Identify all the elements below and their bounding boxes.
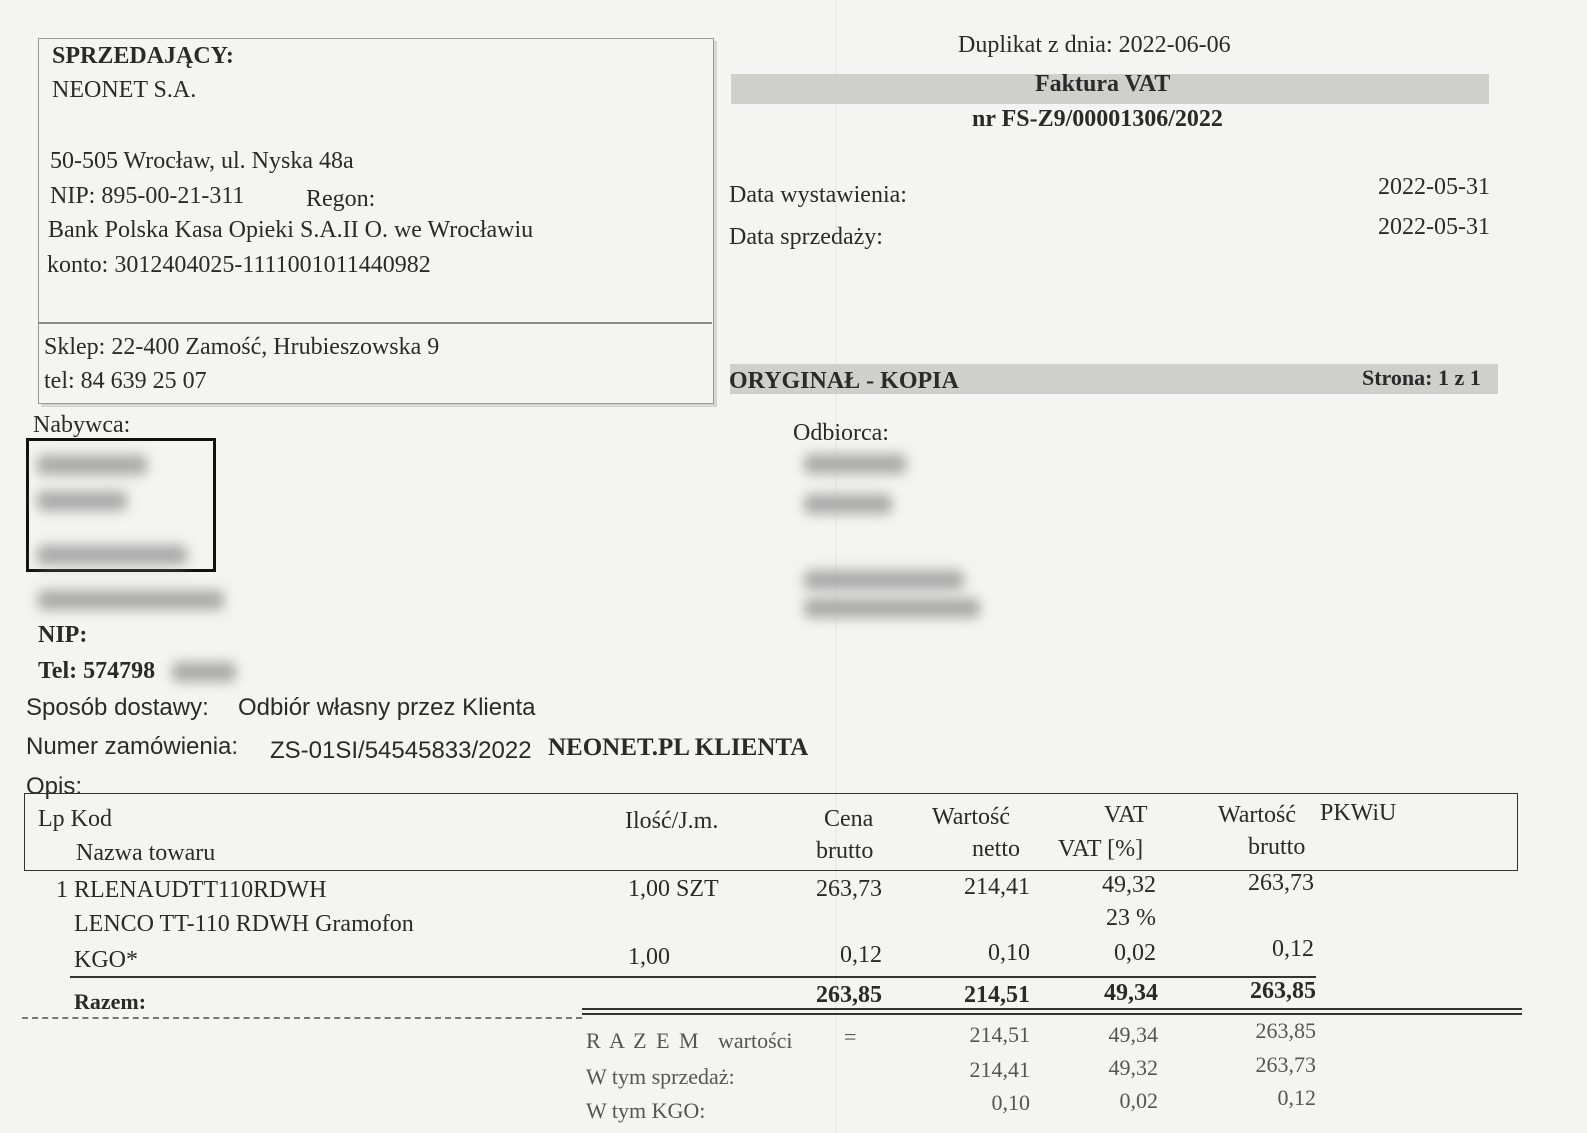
summary-kgo-gross: 0,12 (1277, 1085, 1316, 1110)
invoice-number: nr FS-Z9/00001306/2022 (972, 106, 1223, 132)
seller-shop: Sklep: 22-400 Zamość, Hrubieszowska 9 (44, 334, 440, 360)
kgo-vat: 0,02 (1114, 940, 1156, 966)
col-wartosc: Wartość (932, 804, 1011, 830)
seller-phone: tel: 84 639 25 07 (44, 368, 207, 394)
summary-wartosci: wartości (718, 1028, 793, 1053)
kgo-price: 0,12 (840, 942, 882, 968)
item-vat-rate: 23 % (1106, 905, 1156, 931)
buyer-redacted-box (26, 438, 216, 572)
seller-heading: SPRZEDAJĄCY: (52, 43, 234, 69)
seller-account: konto: 3012404025-1111001011440982 (47, 252, 431, 278)
recipient-label: Odbiorca: (793, 420, 889, 446)
summary-kgo-net: 0,10 (991, 1090, 1030, 1115)
delivery-value: Odbiór własny przez Klienta (238, 694, 536, 721)
col-nazwa: Nazwa towaru (76, 840, 216, 866)
item-price: 263,73 (816, 876, 882, 902)
item-code: 1 RLENAUDTT110RDWH (56, 877, 327, 903)
seller-regon: Regon: (306, 186, 376, 212)
total-top-rule (70, 976, 1316, 978)
col-lp-kod: Lp Kod (38, 806, 112, 832)
total-rule-2 (582, 1013, 1522, 1015)
col-vat: VAT (1104, 802, 1148, 828)
col-vat-rate: VAT [%] (1058, 836, 1144, 862)
issue-date-label: Data wystawienia: (729, 182, 907, 208)
redacted-line (37, 545, 187, 565)
item-gross: 263,73 (1248, 870, 1314, 896)
order-suffix: NEONET.PL KLIENTA (548, 734, 809, 761)
page-number: Strona: 1 z 1 (1362, 365, 1481, 390)
seller-nip: NIP: 895-00-21-311 (50, 183, 245, 209)
kgo-gross: 0,12 (1272, 936, 1314, 962)
invoice-title: Faktura VAT (1035, 71, 1171, 97)
kgo-net: 0,10 (988, 940, 1030, 966)
summary-kgo-vat: 0,02 (1119, 1088, 1158, 1113)
redacted-line (38, 590, 224, 610)
issue-date: 2022-05-31 (1378, 174, 1490, 200)
summary-sale-vat: 49,32 (1108, 1055, 1158, 1080)
summary-razem-gross: 263,85 (1255, 1018, 1316, 1043)
order-number: ZS-01SI/54545833/2022 (270, 737, 532, 764)
seller-divider (38, 322, 712, 324)
seller-name: NEONET S.A. (52, 77, 197, 103)
col-wartosc-brutto2: brutto (1248, 834, 1306, 860)
item-net: 214,41 (964, 874, 1030, 900)
redacted-line (172, 662, 236, 682)
seller-bank: Bank Polska Kasa Opieki S.A.II O. we Wrocławiu (48, 217, 534, 243)
redacted-line (37, 491, 127, 511)
col-ilosc: Ilość/J.m. (625, 808, 719, 834)
total-vat: 49,34 (1104, 980, 1158, 1006)
buyer-nip: NIP: (38, 622, 88, 648)
redacted-line (37, 455, 147, 475)
buyer-label: Nabywca: (33, 412, 131, 438)
redacted-line (804, 454, 906, 474)
summary-equals: = (844, 1024, 857, 1049)
item-qty: 1,00 SZT (628, 876, 719, 902)
summary-sale-gross: 263,73 (1255, 1052, 1316, 1077)
col-pkwiu: PKWiU (1320, 800, 1397, 826)
col-wartosc-brutto: Wartość (1218, 802, 1297, 828)
total-label: Razem: (74, 989, 147, 1014)
total-gross: 263,85 (1250, 978, 1316, 1004)
sale-date-label: Data sprzedaży: (729, 224, 883, 250)
delivery-label: Sposób dostawy: (26, 694, 209, 721)
col-wartosc-netto: netto (972, 836, 1020, 862)
summary-sale-net: 214,41 (969, 1057, 1030, 1082)
summary-razem-net: 214,51 (969, 1022, 1030, 1047)
redacted-line (804, 570, 964, 590)
sale-date: 2022-05-31 (1378, 214, 1490, 240)
summary-razem-label: R A Z E M (586, 1028, 701, 1053)
kgo-name: KGO* (74, 947, 138, 973)
summary-razem-vat: 49,34 (1108, 1022, 1158, 1047)
redacted-line (804, 494, 892, 514)
kgo-qty: 1,00 (628, 944, 670, 970)
duplicate-date: Duplikat z dnia: 2022-06-06 (958, 32, 1231, 58)
dashed-rule (22, 1017, 582, 1019)
item-name: LENCO TT-110 RDWH Gramofon (74, 911, 414, 937)
seller-address: 50-505 Wrocław, ul. Nyska 48a (50, 148, 354, 174)
col-cena: Cena (824, 806, 874, 832)
buyer-tel: Tel: 574798 (38, 658, 156, 684)
total-rule-1 (582, 1008, 1522, 1010)
col-cena-brutto: brutto (816, 838, 874, 864)
summary-sale-label: W tym sprzedaż: (586, 1064, 735, 1089)
order-label: Numer zamówienia: (26, 733, 239, 760)
total-net: 214,51 (964, 982, 1030, 1008)
copy-label: ORYGINAŁ - KOPIA (729, 368, 959, 394)
item-vat: 49,32 (1102, 872, 1156, 898)
total-price: 263,85 (816, 982, 882, 1008)
redacted-line (804, 598, 980, 618)
summary-kgo-label: W tym KGO: (586, 1098, 706, 1123)
description-label: Opis: (26, 773, 83, 800)
